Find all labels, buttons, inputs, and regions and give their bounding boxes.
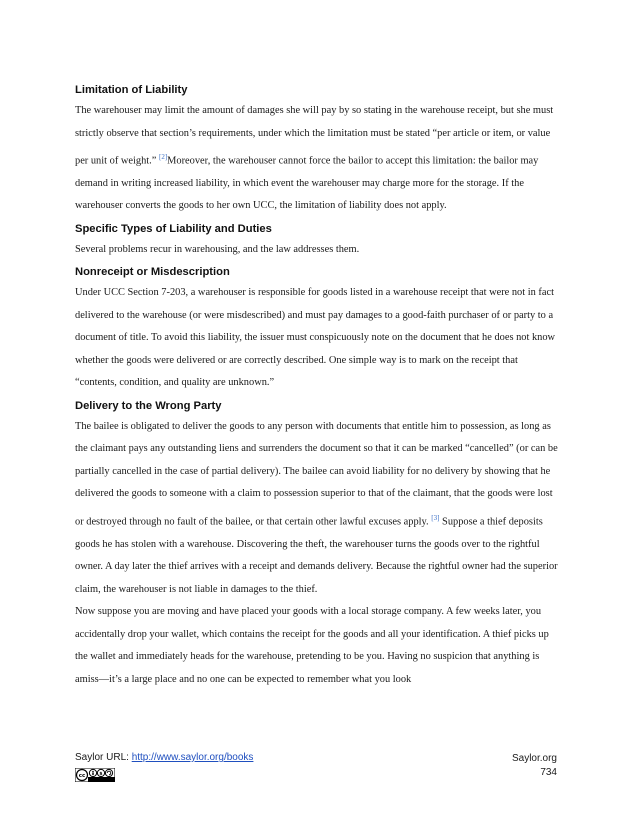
para-limitation: The warehouser may limit the amount of damages she will pay by so stating in the warehouse receipt, but she must strictly observe that section’s requirements, under which the limitation must be stated “per article or item, or value per unit of weight.” [2]Moreover, the warehouser cannot force the bailor to accept this limitation: the bailor may demand in writing increased liability, in which event the warehouser may charge more for the storage. If the warehouser converts the goods to her own UCC, the limitation of liability does not apply. [75, 105, 554, 212]
footer-page-info [512, 752, 557, 780]
footer-url-label: Saylor URL: [75, 752, 132, 763]
svg-text:$: $ [99, 771, 103, 777]
footnote-link-2[interactable]: [2] [158, 153, 168, 161]
heading-limitation: Limitation of Liability [75, 84, 188, 96]
heading-delivery-wrong-party: Delivery to the Wrong Party [75, 399, 222, 412]
svg-text:cc: cc [78, 773, 86, 780]
footer-source [75, 752, 253, 763]
heading-specific-types: Specific Types of Liability and Duties [75, 222, 272, 235]
footer-org: Saylor.org [511, 753, 557, 764]
page-body [75, 80, 560, 691]
para-specific-types: Several problems recur in warehousing, and the law addresses them. [75, 243, 360, 255]
footnote-link-3[interactable]: [3] [431, 513, 440, 522]
page-number: 734 [540, 767, 557, 778]
para-delivery-1: The bailee is obligated to deliver the goods to any person with documents that entitle him to possession, as long as the claimant pays any outstanding liens and surrenders the document so that it can be marked “cancelled” (or can be partially cancelled in the case of partial delivery). The bailee can avoid liability for no delivery by showing that he delivered the goods to someone with a claim to possession superior to that of the claimant, that the goods were lost or destroyed through no fault of the bailee, or that certain other lawful excuses apply. [3] Suppose a thief deposits goods he has stolen with a warehouse. Discovering the theft, the warehouser turns the goods over to the rightful owner. A day later the thief arrives with a receipt and demands delivery. Because the rightful owner had the superior claim, the warehouser is not liable in damages to the thief. [75, 420, 558, 595]
para-nonreceipt: Under UCC Section 7-203, a warehouser is responsible for goods listed in a warehouse receipt that were not in fact delivered to the warehouse (or were misdescribed) and must pay damages to a good-faith purchaser of or party to a document of title. To avoid this liability, the issuer must conspicuously note on the document that he does not know whether the goods were delivered or are correctly described. One simple way is to mark on the receipt that “contents, condition, and quality are unknown.” [75, 287, 556, 389]
para-delivery-2: Now suppose you are moving and have placed your goods with a local storage company. A few weeks later, you accidentally drop your wallet, which contains the receipt for the goods and all your identification. A thief picks up the wallet and immediately heads for the warehouse, pretending to be you. Having no suspicion that anything is amiss—it’s a large place and no one can be expected to remember what you look [75, 606, 549, 685]
heading-nonreceipt: Nonreceipt or Misdescription [75, 266, 230, 279]
cc-license-badge-icon [75, 768, 115, 782]
footer-url-link[interactable]: http://www.saylor.org/books [131, 752, 254, 763]
